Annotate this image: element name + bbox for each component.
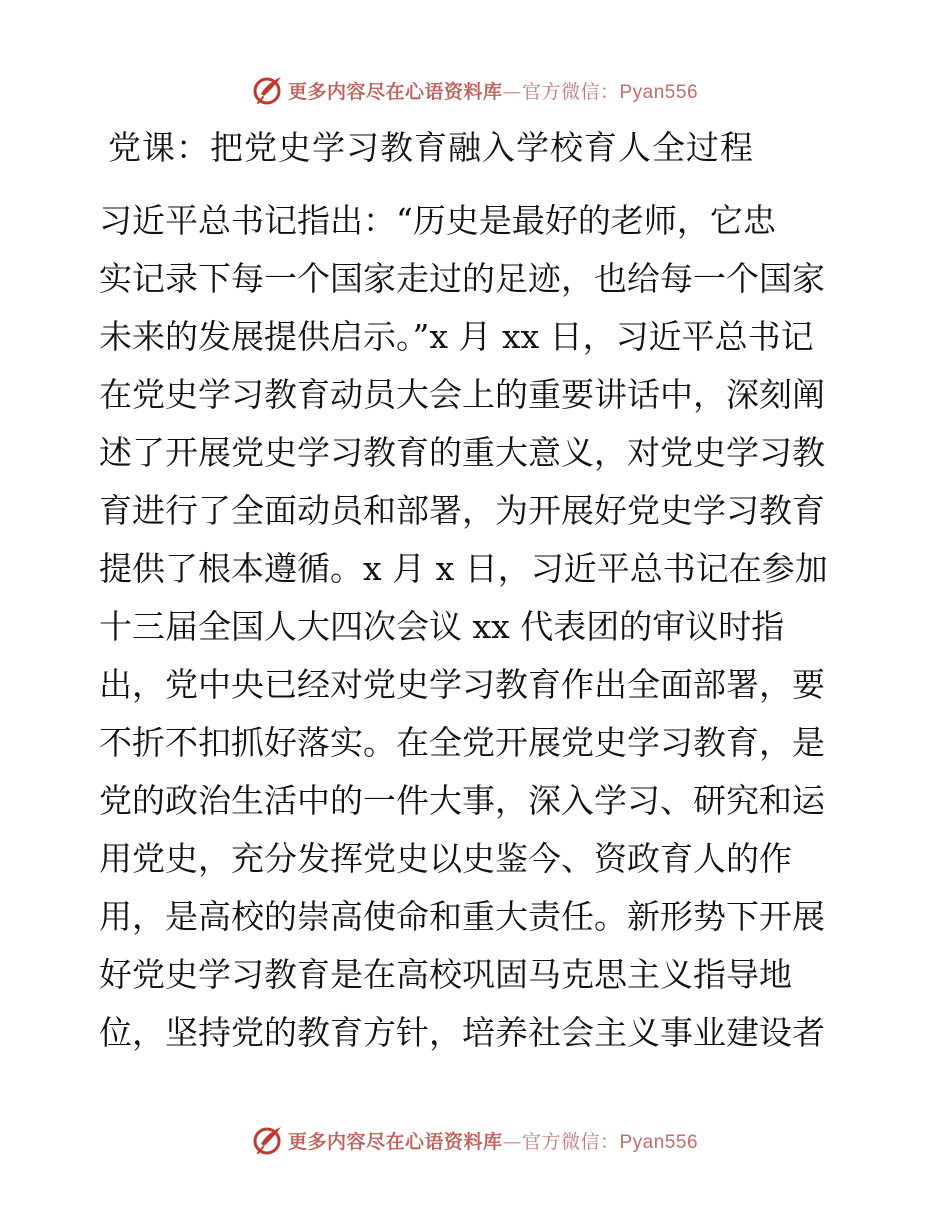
header-watermark-banner: [0, 70, 950, 110]
body-line: 用党史，充分发挥党史以史鉴今、资政育人的作: [99, 839, 792, 878]
body-line: 位，坚持党的教育方针，培养社会主义事业建设者: [99, 1013, 825, 1052]
body-line: 未来的发展提供启示。”x 月 xx 日，习近平总书记: [99, 317, 814, 356]
body-line: 述了开展党史学习教育的重大意义，对党史学习教: [99, 433, 825, 472]
watermark-text: [288, 1127, 698, 1154]
watermark-separator: —: [502, 1130, 522, 1153]
body-line: 好党史学习教育是在高校巩固马克思主义指导地: [99, 955, 792, 994]
watermark-wechat-label: 官方微信：: [521, 1130, 620, 1153]
feather-logo-icon: [252, 1124, 284, 1156]
body-line: 育进行了全面动员和部署，为开展好党史学习教育: [99, 491, 825, 530]
feather-logo-icon: [252, 74, 284, 106]
body-line: 十三届全国人大四次会议 xx 代表团的审议时指: [99, 607, 785, 646]
body-line: 用，是高校的崇高使命和重大责任。新形势下开展: [99, 897, 825, 936]
body-line: 在党史学习教育动员大会上的重要讲话中，深刻阐: [99, 375, 825, 414]
watermark-text: [288, 77, 698, 104]
watermark-wechat-label: 官方微信：: [521, 80, 620, 103]
body-line: 习近平总书记指出：“历史是最好的老师，它忠: [99, 201, 776, 240]
watermark-site-name: 更多内容尽在心语资料库: [287, 80, 503, 103]
watermark-separator: —: [502, 80, 522, 103]
watermark-wechat-id: Pyan556: [619, 81, 699, 103]
watermark-wechat-id: Pyan556: [619, 1131, 699, 1153]
body-line: 实记录下每一个国家走过的足迹，也给每一个国家: [99, 259, 825, 298]
document-title: 党课：把党史学习教育融入学校育人全过程: [108, 128, 754, 167]
body-line: 不折不扣抓好落实。在全党开展党史学习教育，是: [99, 723, 825, 762]
body-line: 提供了根本遵循。x 月 x 日，习近平总书记在参加: [99, 549, 828, 588]
watermark-site-name: 更多内容尽在心语资料库: [287, 1130, 503, 1153]
body-line: 党的政治生活中的一件大事，深入学习、研究和运: [99, 781, 825, 820]
body-line: 出，党中央已经对党史学习教育作出全面部署，要: [99, 665, 825, 704]
footer-watermark-banner: [0, 1120, 950, 1160]
